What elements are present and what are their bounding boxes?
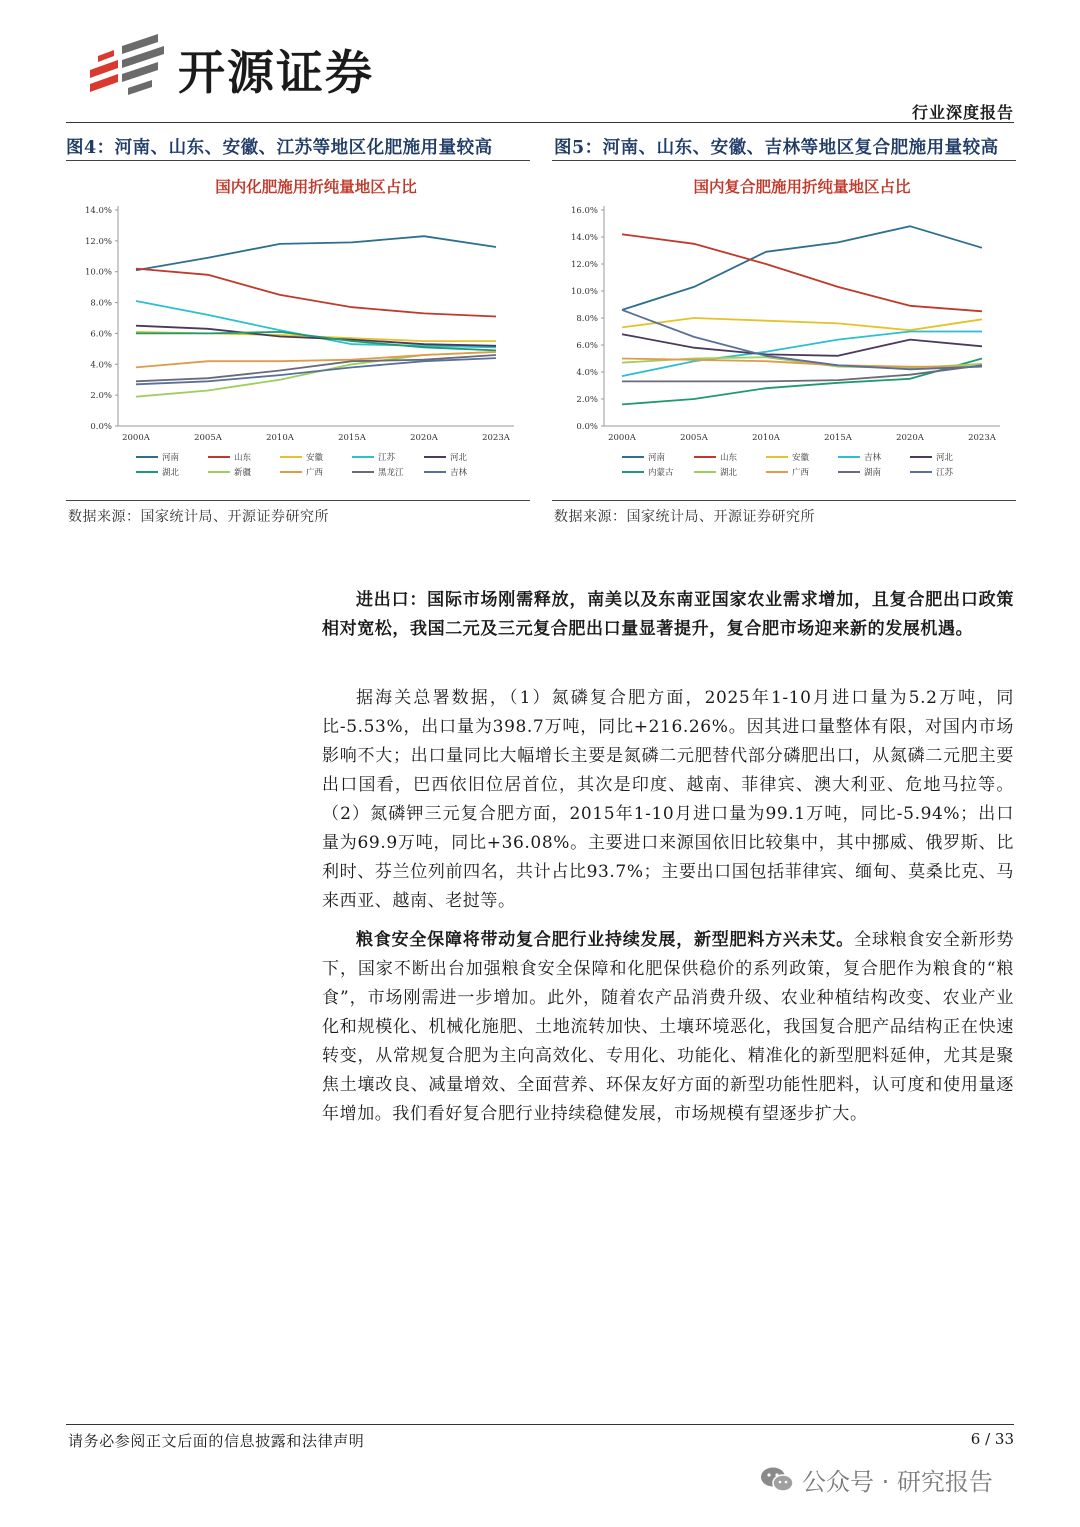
legend-label: 河南 (162, 453, 180, 463)
y-tick-label: 4.0% (90, 360, 112, 371)
figure-5-source: 数据来源：国家统计局、开源证券研究所 (554, 509, 815, 525)
legend-label: 河南 (648, 453, 666, 463)
legend-label: 广西 (306, 468, 324, 478)
figure-4-caption: 图4：河南、山东、安徽、江苏等地区化肥施用量较高 (66, 138, 493, 158)
x-tick-label: 2000A (608, 433, 636, 443)
legend-label: 广西 (792, 468, 810, 478)
legend-label: 河北 (450, 453, 468, 463)
series-line-河南 (622, 226, 982, 310)
legend-label: 湖北 (720, 468, 738, 478)
legend-label: 河北 (936, 453, 954, 463)
footer-disclaimer: 请务必参阅正文后面的信息披露和法律声明 (68, 1432, 365, 1450)
x-tick-label: 2015A (338, 433, 366, 443)
paragraph-food-security-body: 全球粮食安全新形势下，国家不断出台加强粮食安全保障和化肥保供稳价的系列政策，复合肥作为粮食的“粮食”，市场刚需进一步增加。此外，随着农产品消费升级、农业种植结构改变、农业产业化和规模化、机械化施肥、土地流转加快、土壤环境恶化，我国复合肥产品结构正在快速转变，从常规复合肥为主向高效化、专用化、功能化、精准化的新型肥料延伸，尤其是聚焦土壤改良、减量增效、全面营养、环保友好方面的新型功能性肥料，认可度和使用量逐年增加。我们看好复合肥行业持续稳健发展，市场规模有望逐步扩大。 (322, 930, 1014, 1124)
legend-label: 湖南 (864, 468, 882, 478)
figure-5-top-rule (552, 160, 1016, 161)
series-line-安徽 (622, 318, 982, 330)
y-tick-label: 12.0% (570, 260, 598, 270)
y-tick-label: 12.0% (84, 236, 112, 247)
y-tick-label: 8.0% (90, 298, 112, 309)
y-tick-label: 10.0% (570, 287, 598, 297)
paragraph-food-security (322, 926, 1014, 1129)
brand-name: 开源证券 (178, 46, 374, 101)
x-tick-label: 2015A (824, 433, 852, 443)
y-tick-label: 16.0% (570, 206, 598, 216)
watermark-text: 公众号 · 研究报告 (802, 1468, 993, 1496)
x-tick-label: 2010A (266, 433, 294, 443)
x-tick-label: 2005A (194, 433, 222, 443)
legend-label: 江苏 (378, 453, 396, 463)
x-tick-label: 2020A (896, 433, 924, 443)
wechat-icon (760, 1466, 794, 1494)
figure-5-caption: 图5：河南、山东、安徽、吉林等地区复合肥施用量较高 (554, 138, 999, 158)
chart-compound-fertilizer-region-share (552, 162, 1016, 496)
paragraph-import-export: 进出口：国际市场刚需释放，南美以及东南亚国家农业需求增加，且复合肥出口政策相对宽松，我国二元及三元复合肥出口量显著提升，复合肥市场迎来新的发展机遇。 (322, 590, 1014, 639)
figure-5-bottom-rule (552, 500, 1016, 501)
chart-title: 国内化肥施用折纯量地区占比 (215, 177, 417, 196)
x-tick-label: 2023A (482, 433, 510, 443)
x-tick-label: 2020A (410, 433, 438, 443)
series-line-黑龙江 (136, 355, 496, 381)
x-tick-label: 2010A (752, 433, 780, 443)
figure-4-source: 数据来源：国家统计局、开源证券研究所 (68, 509, 329, 525)
y-tick-label: 6.0% (576, 341, 598, 351)
y-tick-label: 4.0% (576, 368, 598, 378)
legend-label: 吉林 (864, 453, 882, 463)
series-line-山东 (622, 234, 982, 311)
legend-label: 安徽 (792, 453, 810, 463)
y-tick-label: 14.0% (84, 206, 112, 216)
page-number: 6 / 33 (970, 1430, 1014, 1448)
legend-label: 内蒙古 (648, 468, 674, 478)
y-tick-label: 2.0% (90, 391, 112, 402)
brand-logo-icon (88, 30, 174, 100)
report-type: 行业深度报告 (911, 103, 1014, 122)
y-tick-label: 14.0% (570, 233, 598, 243)
paragraph-customs-data: 据海关总署数据，（1）氮磷复合肥方面，2025年1-10月进口量为5.2万吨，同比-5.53%，出口量为398.7万吨，同比+216.26%。因其进口量整体有限，对国内市场影响不大；出口量同比大幅增长主要是氮磷二元肥替代部分磷肥出口，从氮磷二元肥主要出口国看，巴西依旧位居首位，其次是印度、越南、菲律宾、澳大利亚、危地马拉等。（2）氮磷钾三元复合肥方面，2015年1-10月进口量为99.1万吨，同比-5.94%；出口量为69.9万吨，同比+36.08%。主要进口来源国依旧比较集中，其中挪威、俄罗斯、比利时、芬兰位列前四名，共计占比93.7%；主要出口国包括菲律宾、缅甸、莫桑比克、马来西亚、越南、老挝等。 (322, 688, 1014, 911)
x-tick-label: 2023A (968, 433, 996, 443)
y-tick-label: 0.0% (90, 422, 112, 432)
y-tick-label: 6.0% (90, 329, 112, 340)
series-line-山东 (136, 269, 496, 317)
footer-divider (66, 1424, 1014, 1425)
y-tick-label: 0.0% (576, 422, 598, 432)
legend-label: 山东 (234, 453, 252, 463)
legend-label: 山东 (720, 453, 738, 463)
legend-label: 吉林 (450, 468, 468, 478)
x-tick-label: 2000A (122, 433, 150, 443)
legend-label: 黑龙江 (378, 468, 404, 478)
y-tick-label: 10.0% (84, 267, 112, 278)
chart-title: 国内复合肥施用折纯量地区占比 (693, 177, 911, 196)
y-tick-label: 8.0% (576, 314, 598, 324)
y-tick-label: 2.0% (576, 395, 598, 405)
legend-label: 新疆 (234, 468, 252, 478)
figure-4-bottom-rule (66, 500, 530, 501)
figure-4-top-rule (66, 160, 530, 161)
paragraph-food-security-lead: 粮食安全保障将带动复合肥行业持续发展，新型肥料方兴未艾。 (356, 930, 855, 950)
chart-fertilizer-region-share (66, 162, 530, 496)
header-divider (66, 122, 1014, 123)
legend-label: 湖北 (162, 468, 180, 478)
legend-label: 江苏 (936, 468, 954, 478)
legend-label: 安徽 (306, 453, 324, 463)
watermark (760, 1462, 993, 1497)
x-tick-label: 2005A (680, 433, 708, 443)
series-line-河南 (136, 236, 496, 270)
